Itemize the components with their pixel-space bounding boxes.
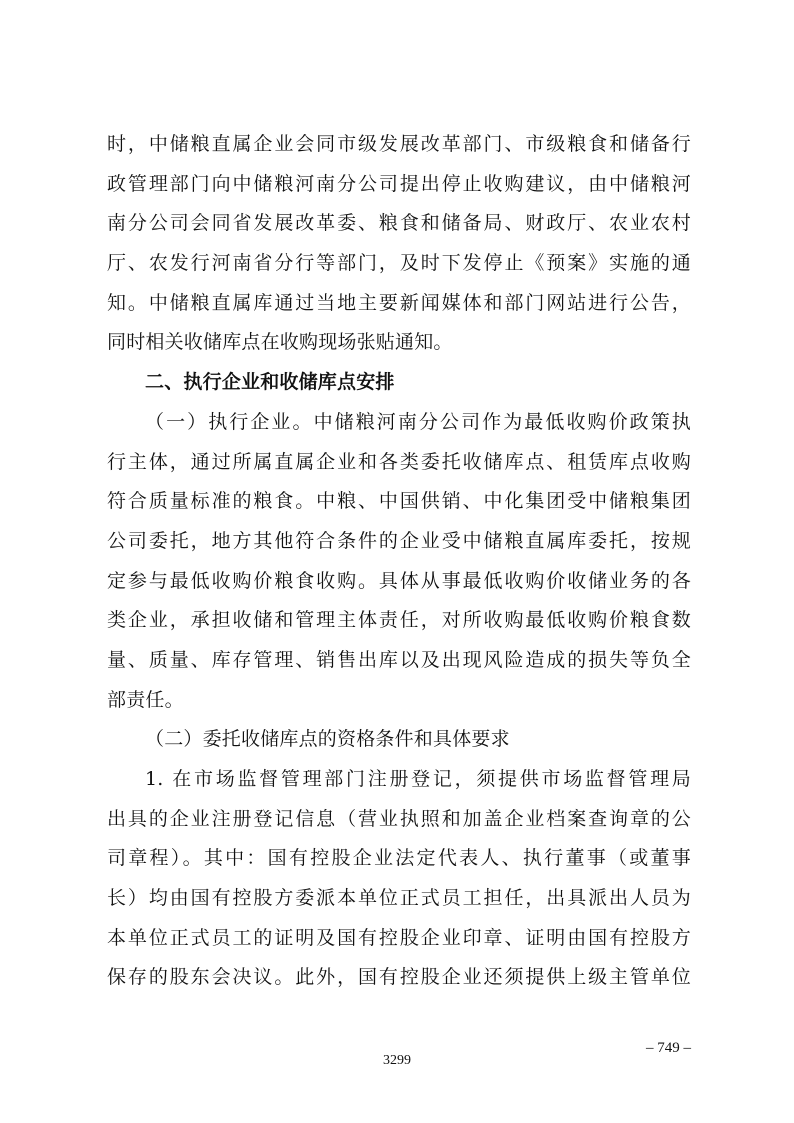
subsection-heading: （二）委托收储库点的资格条件和具体要求 [145,728,510,751]
paragraph-line: 知。中储粮直属库通过当地主要新闻媒体和部门网站进行公告， [107,291,691,314]
document-body [107,125,691,998]
paragraph-line: 保存的股东会决议。此外，国有控股企业还须提供上级主管单位 [107,966,691,989]
section-heading: 二、执行企业和收储库点安排 [145,371,395,394]
paragraph-line: 司章程）。其中：国有控股企业法定代表人、执行董事（或董事 [107,847,691,870]
paragraph-line: （一）执行企业。中储粮河南分公司作为最低收购价政策执 [145,410,691,433]
paragraph-line: 出具的企业注册登记信息（营业执照和加盖企业档案查询章的公 [107,807,691,830]
paragraph-line: 政管理部门向中储粮河南分公司提出停止收购建议，由中储粮河 [107,172,691,195]
page-number: – 749 – [646,1040,691,1056]
paragraph-line: 符合质量标准的粮食。中粮、中国供销、中化集团受中储粮集团 [107,490,691,513]
paragraph-line: 定参与最低收购价粮食收购。具体从事最低收购价收储业务的各 [107,569,691,592]
paragraph-line: 长）均由国有控股方委派本单位正式员工担任，出具派出人员为 [107,887,691,910]
paragraph-line: 厅、农发行河南省分行等部门，及时下发停止《预案》实施的通 [107,252,691,275]
paragraph-line: 1. 在市场监督管理部门注册登记，须提供市场监督管理局 [145,768,691,790]
paragraph-line: 公司委托，地方其他符合条件的企业受中储粮直属库委托，按规 [107,529,691,552]
paragraph-line: 量、质量、库存管理、销售出库以及出现风险造成的损失等负全 [107,648,691,671]
paragraph-line: 时，中储粮直属企业会同市级发展改革部门、市级粮食和储备行 [107,133,691,155]
paragraph-line: 行主体，通过所属直属企业和各类委托收储库点、租赁库点收购 [107,450,691,473]
paragraph-line: 南分公司会同省发展改革委、粮食和储备局、财政厅、农业农村 [107,212,691,235]
footer-code: 3299 [383,1053,411,1068]
paragraph-line: 部责任。 [107,688,184,711]
paragraph-line: 本单位正式员工的证明及国有控股企业印章、证明由国有控股方 [107,926,691,949]
paragraph-line: 同时相关收储库点在收购现场张贴通知。 [107,331,453,354]
paragraph-line: 类企业，承担收储和管理主体责任，对所收购最低收购价粮食数 [107,609,691,632]
